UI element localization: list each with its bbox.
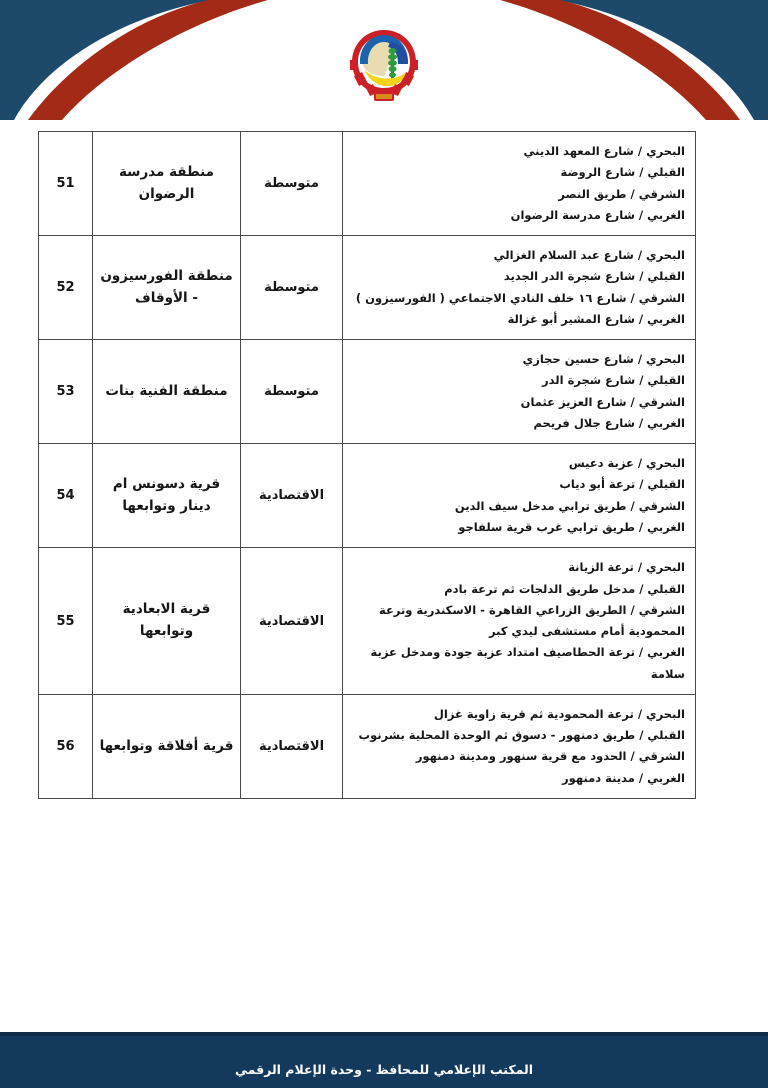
zones-table xyxy=(38,131,696,799)
bound-line: الشرقي / طريق النصر xyxy=(558,186,685,201)
cell-zone-name: منطقة مدرسة الرضوان xyxy=(93,132,241,236)
bound-line: الشرقي / الطريق الزراعي القاهرة - الاسكندرية وترعة المحمودية أمام مستشفى ليدي كبر xyxy=(378,602,685,639)
cell-bounds xyxy=(343,444,696,548)
emblem-wheat-stalk xyxy=(388,48,397,80)
cell-type: متوسطة xyxy=(241,132,343,236)
bound-line: الشرقي / شارع ١٦ خلف النادي الاجتماعي ( الفورسيزون ) xyxy=(355,290,685,305)
zones-table-body xyxy=(39,132,696,799)
cell-row-number: 53 xyxy=(39,340,93,444)
bound-line: القبلي / مدخل طريق الدلجات ثم ترعة بادم xyxy=(444,581,685,596)
cell-row-number: 52 xyxy=(39,236,93,340)
footer-credit-text: المكتب الإعلامي للمحافظ - وحدة الإعلام الرقمي xyxy=(234,1062,533,1077)
table-row xyxy=(39,548,696,695)
table-row xyxy=(39,236,696,340)
bound-line: الشرقي / شارع العزيز عثمان xyxy=(520,394,685,409)
cell-bounds xyxy=(343,236,696,340)
bound-line: الشرقي / الحدود مع قرية سنهور ومدينة دمنهور xyxy=(415,749,685,764)
bound-line: القبلي / شارع الروضة xyxy=(560,165,685,180)
table-row xyxy=(39,132,696,236)
bound-line: البحري / شارع المعهد الديني xyxy=(523,144,685,158)
bound-line: البحري / شارع حسين حجازي xyxy=(522,352,685,367)
bound-line: الغربي / مدينة دمنهور xyxy=(562,770,685,785)
bound-line: الغربي / شارع جلال فريحم xyxy=(533,415,685,430)
cell-bounds xyxy=(343,694,696,798)
cell-row-number: 56 xyxy=(39,694,93,798)
bound-line: الغربي / شارع المشير أبو غزالة xyxy=(507,311,685,326)
table-row xyxy=(39,340,696,444)
cell-row-number: 55 xyxy=(39,548,93,695)
bound-line: الغربي / طريق ترابي غرب قرية سلفاجو xyxy=(458,519,685,534)
cell-bounds xyxy=(343,548,696,695)
page-footer xyxy=(0,1032,768,1088)
bound-line: البحري / ترعة الزيانة xyxy=(568,560,685,575)
bound-line: القبلي / ترعة أبو دياب xyxy=(559,477,685,492)
bound-line: البحري / ترعة المحمودية ثم قرية زاوية غزال xyxy=(433,706,685,721)
cell-type: الاقتصادية xyxy=(241,548,343,695)
cell-row-number: 51 xyxy=(39,132,93,236)
cell-zone-name: قرية الابعادية وتوابعها xyxy=(93,548,241,695)
bound-line: الشرقي / طريق ترابي مدخل سيف الدين xyxy=(454,498,685,513)
footer-accent-bar xyxy=(0,1032,768,1036)
bound-line: القبلي / شارع شجرة الدر xyxy=(542,373,685,388)
cell-bounds xyxy=(343,132,696,236)
table-row xyxy=(39,694,696,798)
bound-line: البحري / عزبة دعيس xyxy=(568,456,685,471)
cell-zone-name: قرية دسونس ام دينار وتوابعها xyxy=(93,444,241,548)
bound-line: الغربي / ترعة الحطاصيف امتداد عزبة جودة ومدخل عزبة سلامة xyxy=(370,645,685,681)
cell-zone-name: منطقة الفنية بنات xyxy=(93,340,241,444)
cell-bounds xyxy=(343,340,696,444)
bound-line: القبلي / طريق دمنهور - دسوق ثم الوحدة المحلية بشرنوب xyxy=(358,728,685,743)
cell-row-number: 54 xyxy=(39,444,93,548)
bound-line: البحري / شارع عبد السلام الغزالي xyxy=(493,248,685,263)
bound-line: القبلي / شارع شجرة الدر الجديد xyxy=(503,269,685,284)
cell-zone-name: قرية أفلاقة وتوابعها xyxy=(93,694,241,798)
cell-zone-name: منطقة الفورسيزون - الأوقاف xyxy=(93,236,241,340)
cell-type: الاقتصادية xyxy=(241,444,343,548)
table-row xyxy=(39,444,696,548)
governorate-emblem-logo xyxy=(338,14,430,110)
cell-type: متوسطة xyxy=(241,236,343,340)
cell-type: متوسطة xyxy=(241,340,343,444)
bound-line: الغربي / شارع مدرسة الرضوان xyxy=(510,207,685,222)
cell-type: الاقتصادية xyxy=(241,694,343,798)
zones-table-container xyxy=(56,131,696,799)
